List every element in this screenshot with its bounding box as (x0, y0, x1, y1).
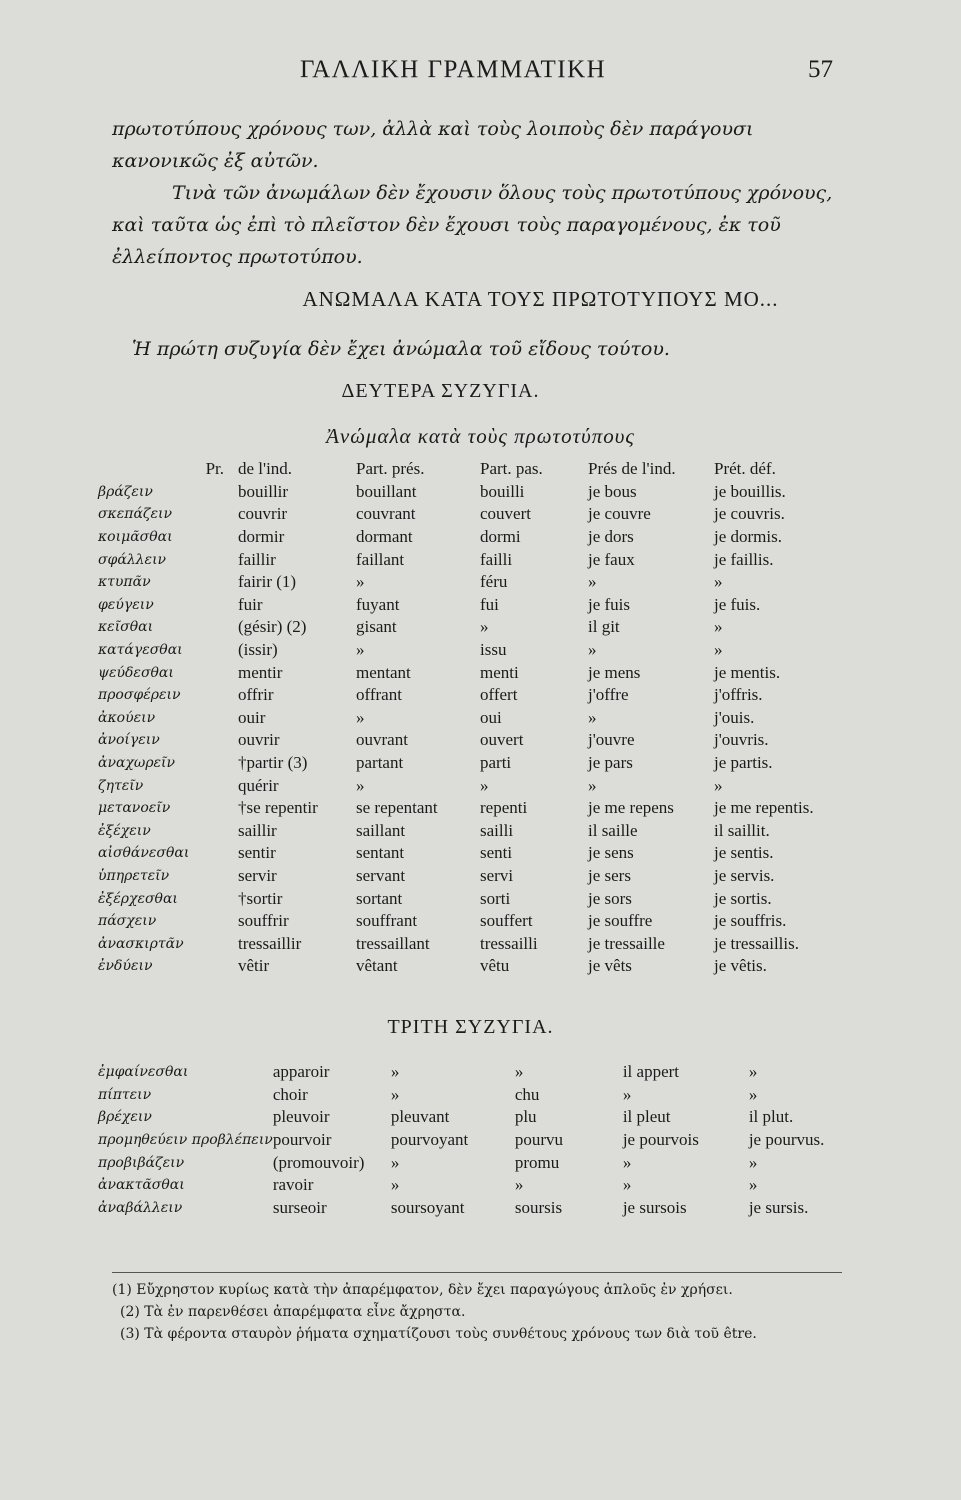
french-form-cell: » (514, 1175, 524, 1195)
french-form-cell: pourvoyant (390, 1130, 469, 1150)
french-form-cell: » (714, 617, 723, 637)
french-form-cell: je sortis. (714, 888, 772, 908)
greek-verb-cell: πίπτειν (98, 1086, 152, 1103)
french-form-cell: vêtu (480, 956, 510, 976)
footnote: (1) Εὔχρηστον κυρίως κατὰ τὴν ἀπαρέμφατον, δὲν ἔχει παραγώγους ἁπλοῦς ἐν χρήσει. (112, 1282, 733, 1298)
greek-verb-cell: ἀνακτᾶσθαι (98, 1177, 185, 1194)
french-form-cell: » (588, 640, 597, 660)
french-form-cell: souffrir (238, 911, 289, 931)
french-form-cell: » (356, 707, 365, 727)
french-form-cell: » (480, 617, 489, 637)
french-form-cell: je bous (588, 481, 637, 501)
french-form-cell: je vêtis. (714, 956, 767, 976)
french-form-cell: il git (588, 617, 620, 637)
table-row (98, 526, 834, 549)
french-form-cell: je sers (588, 865, 631, 885)
table-row (98, 616, 834, 639)
greek-verb-cell: βράζειν (98, 483, 153, 500)
greek-verb-cell: φεύγειν (98, 596, 154, 613)
french-form-cell: » (714, 572, 723, 592)
table-row (98, 1197, 869, 1220)
french-form-cell: je dors (588, 527, 634, 547)
french-form-cell: choir (272, 1084, 308, 1104)
french-form-cell: souffrant (356, 911, 418, 931)
french-form-cell: » (390, 1175, 400, 1195)
french-form-cell: pleuvant (390, 1107, 450, 1127)
column-header: de l'ind. (238, 459, 293, 479)
french-form-cell: » (356, 572, 365, 592)
french-form-cell: fuyant (356, 594, 400, 614)
french-form-cell: partant (356, 753, 404, 773)
french-form-cell: bouilli (480, 481, 525, 501)
greek-verb-cell: κτυπᾶν (98, 574, 151, 591)
french-form-cell: je pars (588, 753, 633, 773)
french-form-cell: failli (480, 549, 513, 569)
french-form-cell: » (748, 1152, 758, 1172)
french-form-cell: » (480, 775, 489, 795)
french-form-cell: fui (480, 594, 499, 614)
intro-paragraph-1: πρωτοτύπους χρόνους των, ἀλλὰ καὶ τοὺς λοιποὺς δὲν παράγουσι κανονικῶς ἐξ αὐτῶν. (112, 118, 754, 172)
greek-verb-cell: προβιβάζειν (98, 1154, 185, 1171)
table-row (98, 1061, 869, 1084)
french-form-cell: » (622, 1152, 632, 1172)
french-form-cell: dormi (480, 527, 521, 547)
page-header (0, 52, 961, 88)
greek-verb-cell: ἐμφαίνεσθαι (98, 1064, 189, 1081)
greek-verb-cell: πάσχειν (98, 913, 157, 930)
french-form-cell: ravoir (272, 1175, 314, 1195)
french-form-cell: je dormis. (714, 527, 782, 547)
greek-verb-cell: ἐνδύειν (98, 958, 153, 975)
french-form-cell: (promouvoir) (272, 1152, 365, 1172)
footnote: (3) Τὰ φέροντα σταυρὸν ῥήματα σχηματίζουσι τοὺς συνθέτους χρόνους των διὰ τοῦ être. (120, 1326, 757, 1342)
table-row (98, 820, 834, 843)
footnote: (2) Τὰ ἐν παρενθέσει ἀπαρέμφατα εἶνε ἄχρηστα. (120, 1304, 466, 1320)
table-row (98, 1174, 869, 1197)
french-form-cell: » (588, 775, 597, 795)
french-form-cell: saillir (238, 820, 277, 840)
french-form-cell: sortant (356, 888, 403, 908)
french-form-cell: ouvrant (356, 730, 408, 750)
second-conjugation-table (98, 458, 834, 978)
table-row (98, 1084, 869, 1107)
french-form-cell: je faillis. (714, 549, 774, 569)
greek-verb-cell: ἀνασκιρτᾶν (98, 935, 184, 952)
french-form-cell: plu (514, 1107, 537, 1127)
table-row (98, 481, 834, 504)
french-form-cell: je souffris. (714, 911, 787, 931)
french-form-cell: j'offre (588, 685, 629, 705)
table-row (98, 503, 834, 526)
french-form-cell: » (356, 775, 365, 795)
french-form-cell: » (390, 1152, 400, 1172)
french-form-cell: je sentis. (714, 843, 774, 863)
french-form-cell: je faux (588, 549, 635, 569)
greek-verb-cell: ψεύδεσθαι (98, 664, 174, 681)
french-form-cell: » (390, 1084, 400, 1104)
french-form-cell: » (748, 1084, 758, 1104)
footnotes (112, 1272, 842, 1345)
french-form-cell: offrant (356, 685, 402, 705)
french-form-cell: mentant (356, 662, 411, 682)
greek-verb-cell: ἀναχωρεῖν (98, 755, 176, 772)
french-form-cell: je pourvois (622, 1130, 699, 1150)
french-form-cell: je pourvus. (748, 1130, 825, 1150)
table-row (98, 797, 834, 820)
french-form-cell: ouvert (480, 730, 524, 750)
french-form-cell: servant (356, 865, 406, 885)
french-form-cell: je vêts (588, 956, 632, 976)
table-row (98, 639, 834, 662)
running-title: ΓΑΛΛΙΚΗ ΓΡΑΜΜΑΤΙΚΗ (300, 56, 607, 83)
table-row (98, 594, 834, 617)
french-form-cell: je sors (588, 888, 632, 908)
french-form-cell: je mens (588, 662, 641, 682)
first-conjugation-note: Ἡ πρώτη συζυγία δὲν ἔχει ἀνώμαλα τοῦ εἴδους τούτου. (132, 338, 670, 360)
table-row (98, 684, 834, 707)
french-form-cell: il plut. (748, 1107, 794, 1127)
french-form-cell: j'offris. (714, 685, 763, 705)
french-form-cell: je mentis. (714, 662, 781, 682)
french-form-cell: vêtir (238, 956, 270, 976)
french-form-cell: je sursis. (748, 1197, 809, 1217)
french-form-cell: dormant (356, 527, 413, 547)
french-form-cell: » (356, 640, 365, 660)
french-form-cell: †se repentir (238, 798, 318, 818)
greek-verb-cell: βρέχειν (98, 1109, 152, 1126)
table-row (98, 729, 834, 752)
french-form-cell: couvrir (238, 504, 288, 524)
french-form-cell: pourvoir (272, 1130, 332, 1150)
french-form-cell: tressaillir (238, 933, 302, 953)
french-form-cell: soursis (514, 1197, 563, 1217)
french-form-cell: je me repentis. (714, 798, 814, 818)
table-row (98, 774, 834, 797)
section-heading-third-conjugation: ΤΡΙΤΗ ΣΥΖΥΓΙΑ. (387, 1016, 554, 1038)
french-form-cell: il saillit. (714, 820, 770, 840)
table-header-row (98, 458, 834, 481)
column-header: Pr. (205, 459, 224, 479)
french-form-cell: parti (480, 753, 512, 773)
table-row (98, 910, 834, 933)
french-form-cell: mentir (238, 662, 283, 682)
column-header: Prés de l'ind. (588, 459, 676, 479)
greek-verb-cell: σφάλλειν (98, 551, 167, 568)
french-form-cell: » (714, 775, 723, 795)
french-form-cell: tressailli (480, 933, 538, 953)
french-form-cell: menti (480, 662, 519, 682)
french-form-cell: je tressaille (588, 933, 665, 953)
greek-verb-cell: κοιμᾶσθαι (98, 529, 173, 546)
french-form-cell: je couvre (588, 504, 651, 524)
french-form-cell: offrir (238, 685, 274, 705)
french-form-cell: (issir) (238, 640, 278, 660)
column-header: Part. pas. (480, 459, 543, 479)
greek-verb-cell: ζητεῖν (98, 777, 144, 794)
table-row (98, 865, 834, 888)
french-form-cell: chu (514, 1084, 540, 1104)
table-row (98, 571, 834, 594)
greek-verb-cell: ἀκούειν (98, 709, 156, 726)
french-form-cell: (gésir) (2) (238, 617, 307, 637)
french-form-cell: †partir (3) (238, 753, 308, 773)
table-row (98, 887, 834, 910)
french-form-cell: je couvris. (714, 504, 785, 524)
french-form-cell: il pleut (622, 1107, 671, 1127)
page-number: 57 (808, 56, 833, 83)
french-form-cell: dormir (238, 527, 285, 547)
french-form-cell: » (588, 572, 597, 592)
french-form-cell: apparoir (272, 1062, 330, 1082)
french-form-cell: ouir (238, 707, 266, 727)
french-form-cell: sentant (356, 843, 405, 863)
greek-verb-cell: κεῖσθαι (98, 619, 154, 636)
french-form-cell: » (622, 1084, 632, 1104)
subheading-anomalous-primitive: Ἀνώμαλα κατὰ τοὺς πρωτοτύπους (326, 424, 635, 448)
french-form-cell: je partis. (714, 753, 773, 773)
greek-verb-cell: προμηθεύειν προβλέπειν (98, 1132, 273, 1149)
french-form-cell: » (588, 707, 597, 727)
french-form-cell: faillir (238, 549, 276, 569)
table-row (98, 1151, 869, 1174)
french-form-cell: j'ouis. (714, 707, 755, 727)
greek-verb-cell: ἐξέχειν (98, 822, 151, 839)
section-heading-second-conjugation: ΔΕΥΤΕΡΑ ΣΥΖΥΓΙΑ. (341, 380, 540, 402)
table-row (98, 548, 834, 571)
french-form-cell: » (514, 1062, 524, 1082)
table-row (98, 955, 834, 978)
french-form-cell: sentir (238, 843, 276, 863)
french-form-cell: issu (480, 640, 507, 660)
french-form-cell: couvert (480, 504, 531, 524)
french-form-cell: » (748, 1062, 758, 1082)
greek-verb-cell: μετανοεῖν (98, 800, 171, 817)
french-form-cell: bouillant (356, 481, 417, 501)
greek-verb-cell: ἀνοίγειν (98, 732, 160, 749)
intro-paragraph-2: Τινὰ τῶν ἀνωμάλων δὲν ἔχουσιν ὅλους τοὺς πρωτοτύπους χρόνους, καὶ ταῦτα ὡς ἐπὶ τὸ πλεῖστον δὲν ἔχουσι τοὺς παραγομένους, ἐκ τοῦ ἐλλείποντος πρωτοτύπου. (112, 182, 833, 268)
french-form-cell: je sursois (622, 1197, 687, 1217)
greek-verb-cell: σκεπάζειν (98, 506, 173, 523)
french-form-cell: pourvu (514, 1130, 563, 1150)
french-form-cell: surseoir (272, 1197, 327, 1217)
french-form-cell: couvrant (356, 504, 416, 524)
french-form-cell: quérir (238, 775, 279, 795)
french-form-cell: ouvrir (238, 730, 280, 750)
french-form-cell: gisant (356, 617, 397, 637)
table-row (98, 1129, 869, 1152)
greek-verb-cell: κατάγεσθαι (98, 642, 183, 659)
greek-verb-cell: προσφέρειν (98, 687, 181, 704)
french-form-cell: pleuvoir (272, 1107, 330, 1127)
french-form-cell: je fuis (588, 594, 631, 614)
greek-verb-cell: ἐξέρχεσθαι (98, 890, 178, 907)
table-row (98, 842, 834, 865)
french-form-cell: oui (480, 707, 502, 727)
french-form-cell: il saille (588, 820, 638, 840)
french-form-cell: servi (480, 865, 514, 885)
french-form-cell: je souffre (588, 911, 653, 931)
french-form-cell: soursoyant (390, 1197, 465, 1217)
french-form-cell: fairir (1) (238, 572, 297, 592)
table-row (98, 752, 834, 775)
french-form-cell: féru (480, 572, 508, 592)
table-row (98, 707, 834, 730)
french-form-cell: je tressaillis. (714, 933, 799, 953)
french-form-cell: je sens (588, 843, 634, 863)
french-form-cell: sailli (480, 820, 514, 840)
greek-verb-cell: αἰσθάνεσθαι (98, 845, 190, 862)
french-form-cell: j'ouvre (588, 730, 635, 750)
french-form-cell: bouillir (238, 481, 289, 501)
table-row (98, 932, 834, 955)
french-form-cell: » (622, 1175, 632, 1195)
french-form-cell: faillant (356, 549, 405, 569)
french-form-cell: souffert (480, 911, 533, 931)
french-form-cell: servir (238, 865, 277, 885)
french-form-cell: vêtant (356, 956, 398, 976)
greek-verb-cell: ὑπηρετεῖν (98, 867, 170, 884)
french-form-cell: offert (480, 685, 518, 705)
french-form-cell: je bouillis. (714, 481, 786, 501)
french-form-cell: tressaillant (356, 933, 430, 953)
table-row (98, 1106, 869, 1129)
french-form-cell: je fuis. (714, 594, 761, 614)
greek-verb-cell: ἀναβάλλειν (98, 1199, 183, 1216)
column-header: Prét. déf. (714, 459, 776, 479)
french-form-cell: saillant (356, 820, 406, 840)
french-form-cell: repenti (480, 798, 528, 818)
section-heading-anomalous: ΑΝΩΜΑΛΑ ΚΑΤΑ ΤΟΥΣ ΠΡΩΤΟΤΥΠΟΥΣ ΜΟ... (302, 287, 779, 311)
french-form-cell: il appert (622, 1062, 679, 1082)
column-header: Part. prés. (356, 459, 425, 479)
table-row (98, 661, 834, 684)
french-form-cell: sorti (480, 888, 511, 908)
french-form-cell: fuir (238, 594, 263, 614)
french-form-cell: promu (514, 1152, 560, 1172)
french-form-cell: » (714, 640, 723, 660)
french-form-cell: senti (480, 843, 513, 863)
french-form-cell: j'ouvris. (714, 730, 769, 750)
french-form-cell: je me repens (588, 798, 674, 818)
french-form-cell: » (390, 1062, 400, 1082)
french-form-cell: se repentant (356, 798, 438, 818)
french-form-cell: je servis. (714, 865, 775, 885)
french-form-cell: » (748, 1175, 758, 1195)
french-form-cell: †sortir (238, 888, 283, 908)
third-conjugation-table (98, 1061, 869, 1219)
